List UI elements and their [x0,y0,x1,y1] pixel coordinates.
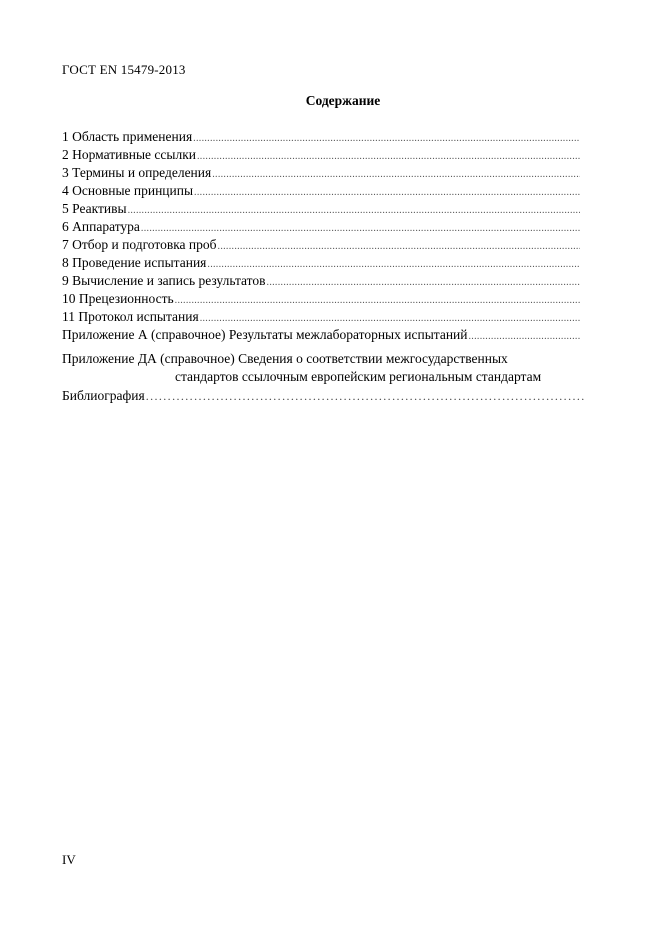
toc-entry[interactable] [62,129,580,147]
dot-leader [175,295,580,306]
toc-entry[interactable] [62,273,580,291]
annex-da-title-line1: Приложение ДА (справочное) Сведения о соответствии межгосударственных [62,351,508,366]
document-header: ГОСТ EN 15479-2013 [62,62,186,77]
toc-entry-label: 11 Протокол испытания [62,309,199,324]
toc-entry-label: 1 Область применения [62,129,193,144]
toc-entry-label: 3 Термины и определения [62,165,212,180]
toc-entry-annex-da[interactable] [62,350,602,386]
toc-entry-label: 5 Реактивы [62,201,127,216]
annex-da-title-line2: стандартов ссылочным европейским региональным стандартам [175,369,542,384]
dot-leader [267,277,580,288]
dot-leader [128,205,580,216]
toc-entry-label: 10 Прецезионность [62,291,174,306]
page-number: IV [62,852,76,867]
toc-entry-label: Приложение А (справочное) Результаты межлабораторных испытаний [62,327,468,342]
toc-entry-label: 7 Отбор и подготовка проб [62,237,217,252]
dot-leader [218,241,580,252]
toc-entry[interactable] [62,165,580,183]
toc-entry[interactable] [62,255,580,273]
dot-leader [146,389,586,404]
table-of-contents [62,129,580,345]
dot-leader [141,223,580,234]
dot-leader [194,187,580,198]
toc-entry-bibliography[interactable] [62,388,586,404]
toc-entry-label: 9 Вычисление и запись результатов [62,273,266,288]
toc-entry[interactable] [62,309,580,327]
toc-entry[interactable] [62,219,580,237]
toc-entry-label: 8 Проведение испытания [62,255,207,270]
toc-entry[interactable] [62,237,580,255]
toc-title: Содержание [305,93,381,108]
dot-leader [212,169,580,180]
dot-leader [193,133,580,144]
dot-leader [207,259,580,270]
toc-entry[interactable] [62,327,580,345]
toc-entry-label: 6 Аппаратура [62,219,140,234]
toc-entry[interactable] [62,201,580,219]
dot-leader [197,151,580,162]
toc-entry[interactable] [62,291,580,309]
toc-entry-label: 4 Основные принципы [62,183,194,198]
dot-leader [200,313,580,324]
bibliography-label: Библиография [62,388,145,403]
toc-entry[interactable] [62,183,580,201]
dot-leader [469,331,581,342]
toc-entry-label: 2 Нормативные ссылки [62,147,196,162]
toc-entry[interactable] [62,147,580,165]
